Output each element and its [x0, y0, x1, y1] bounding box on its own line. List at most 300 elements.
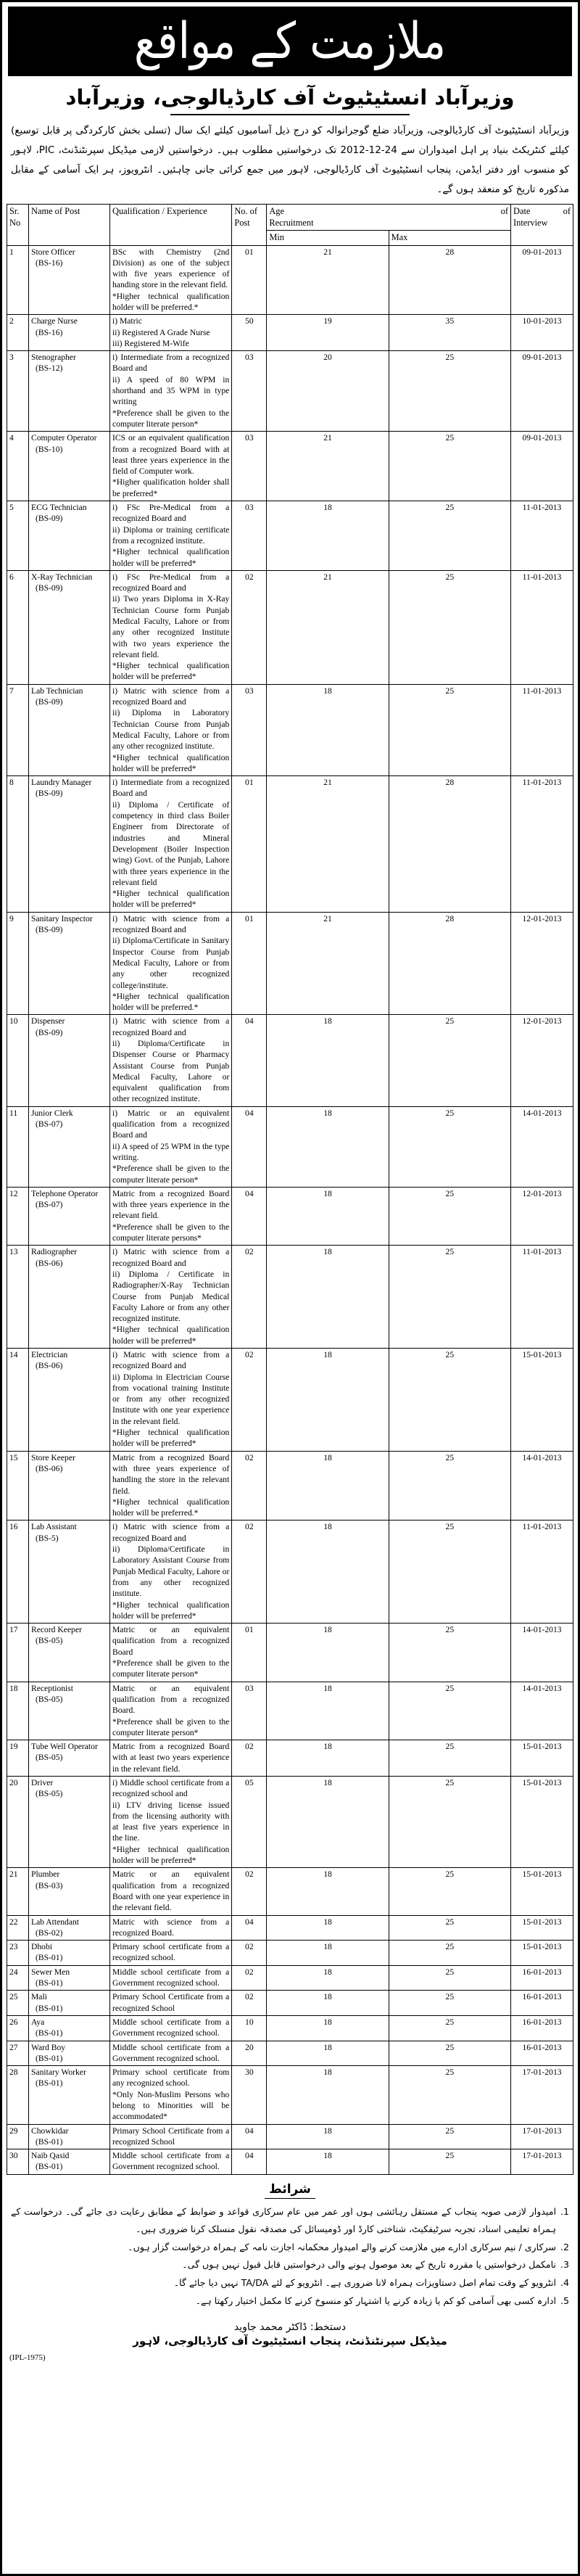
post-grade: (BS-01) — [36, 2003, 63, 2013]
cell-sr: 22 — [7, 1915, 29, 1941]
qualification-line: ii) Diploma / Certificate of competency in third class Boiler Engineer from Directorate of industries and Mineral Development (Boiler Inspection wing) Govt. of the Punjab, Lahore with three years experience in the relevant field — [112, 799, 230, 887]
cell-no-of-post: 30 — [232, 2066, 267, 2124]
post-grade: (BS-01) — [36, 2028, 63, 2038]
cell-no-of-post: 03 — [232, 432, 267, 501]
qualification-line: Matric from a recognized Board with at least two years experience in the relevant field. — [112, 1742, 230, 1774]
post-grade: (BS-07) — [36, 1200, 63, 1210]
qualification-line: i) FSc Pre-Medical from a recognized Board and — [112, 572, 230, 593]
cell-age-max: 25 — [389, 2041, 510, 2066]
terms-item — [11, 2239, 569, 2257]
post-grade: (BS-05) — [36, 1789, 63, 1799]
cell-no-of-post: 04 — [232, 2124, 267, 2149]
cell-interview-date: 14-01-2013 — [511, 1451, 573, 1521]
cell-age-min: 18 — [267, 1965, 389, 1991]
post-grade: (BS-09) — [36, 583, 63, 593]
cell-post — [29, 315, 110, 351]
qualification-line: Matric or an equivalent qualification from a recognized Board — [112, 1625, 230, 1657]
terms-item-text: نامکمل درخواستیں یا مقررہ تاریخ کے بعد موصول ہونے والی درخواستیں قابل قبول نہیں ہوں گی۔ — [182, 2259, 556, 2271]
cell-sr: 13 — [7, 1246, 29, 1349]
qualification-line: i) Matric with science from a recognized Board and — [112, 1247, 230, 1268]
cell-qualification — [110, 1776, 232, 1867]
post-grade: (BS-01) — [36, 2136, 63, 2147]
cell-age-min: 18 — [267, 2015, 389, 2041]
post-name: Aya — [31, 2017, 45, 2027]
table-row — [7, 501, 573, 571]
post-grade: (BS-09) — [36, 925, 63, 935]
qualification-line: i) Matric with science from a recognized Board and — [112, 686, 230, 707]
terms-item-text: سرکاری / نیم سرکاری ادارے میں ملازمت کرنے والے امیدوار محکمانہ اجازت نامہ کے ہمراہ درخواست گزار ہوں۔ — [128, 2241, 556, 2252]
cell-qualification — [110, 1349, 232, 1452]
cell-age-max: 25 — [389, 351, 510, 432]
column-header-min: Min — [267, 231, 389, 246]
cell-post — [29, 1776, 110, 1867]
qualification-line: i) Intermediate from a recognized Board and — [112, 353, 230, 374]
cell-interview-date: 17-01-2013 — [511, 2149, 573, 2175]
cell-age-max: 25 — [389, 1915, 510, 1941]
qualification-line: *Higher technical qualification holder will be preferred* — [112, 547, 230, 568]
cell-interview-date: 14-01-2013 — [511, 1624, 573, 1682]
cell-qualification — [110, 2041, 232, 2066]
cell-interview-date: 11-01-2013 — [511, 501, 573, 571]
cell-no-of-post: 03 — [232, 684, 267, 775]
post-grade: (BS-05) — [36, 1694, 63, 1704]
cell-sr: 29 — [7, 2124, 29, 2149]
cell-sr: 15 — [7, 1451, 29, 1521]
table-row — [7, 432, 573, 501]
table-row — [7, 1451, 573, 1521]
post-grade: (BS-03) — [36, 1880, 63, 1890]
post-name: Plumber — [31, 1869, 60, 1880]
terms-item-text: ادارہ کسی بھی آسامی کو کم یا زیادہ کرنے یا اشتہار کو منسوخ کرنے کا مکمل اختیار رکھتا ہے۔ — [195, 2295, 556, 2306]
cell-no-of-post: 02 — [232, 1941, 267, 1966]
table-row — [7, 1991, 573, 2016]
cell-age-min: 21 — [267, 245, 389, 315]
cell-no-of-post: 02 — [232, 1521, 267, 1624]
signature-name: دستخط: ڈاکٹر محمد جاوید — [233, 2321, 347, 2334]
qualification-line: Middle school certificate from a Government recognized school. — [112, 2017, 230, 2038]
post-name: Sanitary Worker — [31, 2067, 86, 2078]
cell-interview-date: 10-01-2013 — [511, 315, 573, 351]
qualification-line: iii) Registered M-Wife — [112, 338, 189, 348]
cell-age-max: 25 — [389, 1682, 510, 1740]
table-row — [7, 315, 573, 351]
cell-interview-date: 14-01-2013 — [511, 1106, 573, 1187]
cell-interview-date: 16-01-2013 — [511, 2015, 573, 2041]
post-name: Sanitary Inspector — [31, 913, 93, 923]
cell-no-of-post: 02 — [232, 570, 267, 684]
cell-sr: 21 — [7, 1868, 29, 1915]
cell-age-max: 28 — [389, 245, 510, 315]
cell-sr: 6 — [7, 570, 29, 684]
date-line1: Date — [513, 206, 531, 216]
cell-qualification — [110, 912, 232, 1015]
cell-interview-date: 17-01-2013 — [511, 2066, 573, 2124]
cell-interview-date: 09-01-2013 — [511, 245, 573, 315]
terms-heading: شرائط — [269, 2181, 311, 2197]
qualification-line: i) FSc Pre-Medical from a recognized Board and — [112, 503, 230, 524]
qualification-line: Primary school certificate from any recognized school. — [112, 2067, 230, 2089]
table-row — [7, 1915, 573, 1941]
cell-interview-date: 11-01-2013 — [511, 570, 573, 684]
cell-no-of-post: 01 — [232, 912, 267, 1015]
cell-age-min: 18 — [267, 501, 389, 571]
post-grade: (BS-01) — [36, 2078, 63, 2089]
cell-no-of-post: 01 — [232, 245, 267, 315]
qualification-line: *Higher technical qualification holder will be preferred* — [112, 1428, 230, 1449]
sr-line2: No — [9, 217, 21, 228]
cell-interview-date: 11-01-2013 — [511, 776, 573, 913]
qualification-line: ii) Two years Diploma in X-Ray Technician Course form Punjab Medical Faculty, Lahore or from any other recognized Institute with two years experience the relevant field. — [112, 594, 230, 659]
cell-qualification — [110, 1682, 232, 1740]
cell-age-min: 18 — [267, 2124, 389, 2149]
cell-sr: 7 — [7, 684, 29, 775]
table-row — [7, 1187, 573, 1245]
qualification-line: *Higher qualification holder shall be preferred* — [112, 477, 230, 498]
post-name: Dispenser — [31, 1016, 65, 1026]
cell-age-max: 35 — [389, 315, 510, 351]
table-row — [7, 2149, 573, 2175]
cell-qualification — [110, 1015, 232, 1106]
cell-interview-date: 15-01-2013 — [511, 1776, 573, 1867]
cell-qualification — [110, 1868, 232, 1915]
no-line2: Post — [234, 217, 250, 228]
qualification-line: Middle school certificate from a Government recognized school. — [112, 1967, 230, 1988]
qualification-line: i) Matric — [112, 316, 142, 326]
qualification-line: i) Middle school certificate from a recognized school and — [112, 1777, 230, 1799]
cell-no-of-post: 02 — [232, 1740, 267, 1777]
cell-sr: 1 — [7, 245, 29, 315]
cell-no-of-post: 02 — [232, 1868, 267, 1915]
cell-age-min: 18 — [267, 1740, 389, 1777]
table-row — [7, 2066, 573, 2124]
post-name: Stenographer — [31, 353, 76, 363]
cell-qualification — [110, 1187, 232, 1245]
qualification-line: Middle school certificate from a Government recognized school. — [112, 2151, 230, 2172]
cell-post — [29, 1682, 110, 1740]
cell-age-min: 18 — [267, 2066, 389, 2124]
qualification-line: *Preference shall be given to the computer literate person* — [112, 408, 230, 429]
signature-title: میڈیکل سپرنٹنڈنٹ، پنجاب انسٹیٹیوٹ آف کارڈیالوجی، لاہور — [133, 2334, 447, 2348]
cell-age-min: 21 — [267, 912, 389, 1015]
terms-item-number: 2. — [560, 2241, 569, 2252]
cell-sr: 10 — [7, 1015, 29, 1106]
cell-sr: 30 — [7, 2149, 29, 2175]
qualification-line: ii) Diploma/Certificate in Laboratory Assistant Course from Punjab Medical Faculty, Lahore or from any other recognized institute. — [112, 1544, 230, 1599]
qualification-line: *Higher technical qualification holder will be preferred* — [112, 1844, 230, 1866]
qualification-line: Matric or an equivalent qualification from a recognized Board with one year experience in the relevant field. — [112, 1869, 230, 1913]
qualification-line: *Higher technical qualification holder will be preferred* — [112, 889, 230, 910]
qualification-line: Primary school certificate from a recognized school. — [112, 1942, 230, 1963]
post-name: Mali — [31, 1992, 47, 2002]
cell-post — [29, 912, 110, 1015]
cell-age-max: 25 — [389, 432, 510, 501]
qualification-line: BSc with Chemistry (2nd Division) as one of the subject with five years experience of handing store in the relevant field. — [112, 247, 230, 290]
cell-interview-date: 15-01-2013 — [511, 1868, 573, 1915]
qualification-line: Matric with science from a recognized Board. — [112, 1917, 230, 1938]
post-grade: (BS-01) — [36, 2053, 63, 2063]
cell-age-min: 18 — [267, 1349, 389, 1452]
table-row — [7, 2015, 573, 2041]
post-grade: (BS-05) — [36, 1636, 63, 1646]
cell-age-min: 18 — [267, 1187, 389, 1245]
table-row — [7, 1868, 573, 1915]
cell-qualification — [110, 432, 232, 501]
cell-post — [29, 1015, 110, 1106]
column-header-max: Max — [389, 231, 510, 246]
terms-item-number: 3. — [560, 2259, 569, 2271]
cell-sr: 17 — [7, 1624, 29, 1682]
qualification-line: ii) A speed of 25 WPM in the type writing. — [112, 1141, 230, 1162]
post-grade: (BS-02) — [36, 1927, 63, 1938]
date-line2: Interview — [513, 217, 548, 228]
cell-qualification — [110, 1991, 232, 2016]
table-row — [7, 684, 573, 775]
post-grade: (BS-09) — [36, 789, 63, 799]
table-row — [7, 2124, 573, 2149]
terms-list — [7, 2203, 573, 2310]
qualification-line: *Higher technical qualification holder will be preferred.* — [112, 291, 230, 312]
cell-qualification — [110, 1624, 232, 1682]
cell-interview-date: 15-01-2013 — [511, 1740, 573, 1777]
jobs-table — [7, 204, 573, 2175]
cell-age-min: 21 — [267, 776, 389, 913]
post-name: Radiographer — [31, 1247, 78, 1257]
cell-age-max: 25 — [389, 1187, 510, 1245]
cell-post — [29, 1941, 110, 1966]
post-name: Telephone Operator — [31, 1188, 99, 1198]
cell-age-max: 25 — [389, 501, 510, 571]
cell-qualification — [110, 501, 232, 571]
cell-sr: 9 — [7, 912, 29, 1015]
cell-interview-date: 09-01-2013 — [511, 432, 573, 501]
sr-line1: Sr. — [9, 206, 20, 216]
cell-no-of-post: 02 — [232, 1991, 267, 2016]
post-grade: (BS-06) — [36, 1463, 63, 1473]
terms-item-text: امیدوار لازمی صوبہ پنجاب کے مستقل رہائشی ہوں اور عمر میں عام سرکاری قواعد و ضوابط کے مطابق رعایت دی جائے گی۔ درخواست کے ہمراہ تعلیمی اسناد، تجربہ سرٹیفکیٹ، شناختی کارڈ اور ڈومیسائل کی مصدقہ نقول منسلک کرنا ضروری ہیں۔ — [11, 2205, 556, 2235]
table-row — [7, 1106, 573, 1187]
post-grade: (BS-01) — [36, 2162, 63, 2172]
qualification-line: ii) LTV driving license issued from the licensing authority with at least five years experience in the line. — [112, 1800, 230, 1843]
cell-age-min: 18 — [267, 1991, 389, 2016]
terms-item-number: 4. — [560, 2276, 569, 2288]
post-name: Driver — [31, 1777, 54, 1787]
qualification-line: *Only Non-Muslim Persons who belong to Minorities will be accommodated* — [112, 2089, 230, 2122]
cell-post — [29, 1106, 110, 1187]
cell-sr: 24 — [7, 1965, 29, 1991]
post-grade: (BS-10) — [36, 444, 63, 454]
table-row — [7, 1941, 573, 1966]
cell-sr: 5 — [7, 501, 29, 571]
cell-post — [29, 2149, 110, 2175]
post-name: Tube Well Operator — [31, 1742, 98, 1752]
qualification-line: *Higher technical qualification holder will be preferred* — [112, 1600, 230, 1621]
cell-age-max: 25 — [389, 1868, 510, 1915]
post-grade: (BS-01) — [36, 1953, 63, 1963]
cell-sr: 4 — [7, 432, 29, 501]
cell-interview-date: 16-01-2013 — [511, 1991, 573, 2016]
cell-age-min: 18 — [267, 1682, 389, 1740]
cell-interview-date: 15-01-2013 — [511, 1349, 573, 1452]
cell-age-max: 25 — [389, 2149, 510, 2175]
cell-post — [29, 501, 110, 571]
cell-no-of-post: 02 — [232, 1349, 267, 1452]
column-header-no-of-post — [232, 205, 267, 246]
table-row — [7, 1740, 573, 1777]
cell-interview-date: 09-01-2013 — [511, 351, 573, 432]
qualification-line: ii) Diploma in Laboratory Technician Course from Punjab Medical Faculty, Lahore or from any other recognized institute. — [112, 708, 230, 752]
post-name: Receptionist — [31, 1683, 73, 1693]
cell-post — [29, 1740, 110, 1777]
cell-qualification — [110, 1246, 232, 1349]
cell-age-max: 25 — [389, 1521, 510, 1624]
cell-sr: 20 — [7, 1776, 29, 1867]
cell-qualification — [110, 1915, 232, 1941]
cell-qualification — [110, 2124, 232, 2149]
post-name: Lab Technician — [31, 686, 83, 696]
terms-item-text: انٹرویو کے وقت تمام اصل دستاویزات ہمراہ لانا ضروری ہے۔ انٹرویو کے لئے TA/DA نہیں دیا جائے گا۔ — [173, 2276, 556, 2288]
cell-post — [29, 2124, 110, 2149]
cell-interview-date: 11-01-2013 — [511, 684, 573, 775]
cell-age-max: 25 — [389, 1106, 510, 1187]
column-header-qualification: Qualification / Experience — [110, 205, 232, 246]
cell-post — [29, 2041, 110, 2066]
post-name: Naib Qasid — [31, 2151, 70, 2161]
terms-item — [11, 2274, 569, 2292]
cell-age-max: 25 — [389, 1624, 510, 1682]
qualification-line: *Preference shall be given to the computer literate person* — [112, 1164, 230, 1185]
cell-sr: 28 — [7, 2066, 29, 2124]
cell-age-min: 21 — [267, 432, 389, 501]
post-name: Store Keeper — [31, 1452, 75, 1462]
table-row — [7, 351, 573, 432]
qualification-line: Primary School Certificate from a recognized School — [112, 2126, 230, 2147]
cell-interview-date: 14-01-2013 — [511, 1682, 573, 1740]
table-row — [7, 1682, 573, 1740]
cell-interview-date: 11-01-2013 — [511, 1521, 573, 1624]
post-name: Lab Attendant — [31, 1917, 80, 1927]
cell-post — [29, 1521, 110, 1624]
cell-qualification — [110, 1106, 232, 1187]
cell-age-max: 25 — [389, 1015, 510, 1106]
cell-post — [29, 1868, 110, 1915]
post-name: Sewer Men — [31, 1967, 70, 1977]
column-header-age — [267, 205, 511, 231]
cell-age-min: 18 — [267, 684, 389, 775]
cell-no-of-post: 02 — [232, 1451, 267, 1521]
column-header-post: Name of Post — [29, 205, 110, 246]
cell-age-max: 28 — [389, 912, 510, 1015]
date-of: of — [563, 206, 571, 216]
post-name: Chowkidar — [31, 2126, 69, 2136]
cell-age-max: 25 — [389, 1991, 510, 2016]
terms-heading-divider — [265, 2198, 315, 2199]
post-name: X-Ray Technician — [31, 572, 93, 582]
table-row — [7, 1521, 573, 1624]
qualification-line: ii) Diploma in Electrician Course from vocational training Institute or from any other recognized Institute with one year experience in the relevant field. — [112, 1372, 230, 1426]
cell-post — [29, 1349, 110, 1452]
cell-no-of-post: 04 — [232, 1915, 267, 1941]
cell-post — [29, 1965, 110, 1991]
cell-interview-date: 15-01-2013 — [511, 1915, 573, 1941]
table-row — [7, 2041, 573, 2066]
cell-age-min: 18 — [267, 1776, 389, 1867]
table-row — [7, 1776, 573, 1867]
qualification-line: i) Intermediate from a recognized Board and — [112, 778, 230, 799]
cell-post — [29, 245, 110, 315]
qualification-line: *Preference shall be given to the computer literate persons* — [112, 1222, 230, 1243]
ipl-reference: (IPL-1975) — [9, 2353, 46, 2363]
qualification-line: ICS or an equivalent qualification from a recognized Board with at least three years experience in the field of Computer work. — [112, 433, 230, 477]
cell-post — [29, 432, 110, 501]
cell-qualification — [110, 2015, 232, 2041]
cell-no-of-post: 02 — [232, 1246, 267, 1349]
cell-qualification — [110, 245, 232, 315]
cell-age-max: 25 — [389, 2124, 510, 2149]
post-name: Dhobi — [31, 1942, 52, 1952]
qualification-line: *Higher technical qualification holder will be preferred* — [112, 661, 230, 682]
cell-qualification — [110, 2149, 232, 2175]
post-grade: (BS-07) — [36, 1119, 63, 1129]
signature-block — [7, 2310, 573, 2350]
cell-qualification — [110, 684, 232, 775]
table-row — [7, 1624, 573, 1682]
cell-sr: 8 — [7, 776, 29, 913]
qualification-line: ii) A speed of 80 WPM in shorthand and 35 WPM in type writing — [112, 374, 230, 407]
cell-age-max: 25 — [389, 1740, 510, 1777]
cell-sr: 18 — [7, 1682, 29, 1740]
cell-no-of-post: 10 — [232, 2015, 267, 2041]
cell-qualification — [110, 1965, 232, 1991]
cell-qualification — [110, 2066, 232, 2124]
terms-item-number: 1. — [560, 2205, 569, 2217]
post-name: ECG Technician — [31, 503, 87, 513]
terms-item — [11, 2203, 569, 2239]
cell-post — [29, 1246, 110, 1349]
cell-age-min: 18 — [267, 1868, 389, 1915]
post-grade: (BS-16) — [36, 258, 63, 268]
column-header-sr — [7, 205, 29, 246]
cell-sr: 11 — [7, 1106, 29, 1187]
cell-sr: 25 — [7, 1991, 29, 2016]
table-row — [7, 1965, 573, 1991]
post-grade: (BS-06) — [36, 1361, 63, 1371]
table-row — [7, 1349, 573, 1452]
cell-no-of-post: 50 — [232, 315, 267, 351]
cell-post — [29, 351, 110, 432]
banner — [8, 7, 572, 76]
qualification-line: ii) Diploma / Certificate in Radiographer/X-Ray Technician Course from Punjab Medical Faculty Lahore or from any other recognized institute. — [112, 1269, 230, 1324]
post-name: Electrician — [31, 1350, 68, 1359]
cell-sr: 2 — [7, 315, 29, 351]
post-grade: (BS-09) — [36, 514, 63, 524]
cell-post — [29, 1915, 110, 1941]
cell-age-max: 25 — [389, 684, 510, 775]
cell-age-max: 25 — [389, 1246, 510, 1349]
age-of: of — [500, 206, 508, 216]
cell-age-max: 25 — [389, 1965, 510, 1991]
cell-post — [29, 2066, 110, 2124]
table-row — [7, 776, 573, 913]
cell-interview-date: 16-01-2013 — [511, 2041, 573, 2066]
qualification-line: Middle school certificate from a Government recognized school. — [112, 2042, 230, 2063]
cell-age-min: 18 — [267, 1015, 389, 1106]
post-name: Computer Operator — [31, 433, 97, 443]
post-grade: (BS-05) — [36, 1753, 63, 1763]
table-row — [7, 1015, 573, 1106]
qualification-line: *Higher technical qualification holder will be preferred* — [112, 1325, 230, 1346]
post-grade: (BS-5) — [36, 1533, 59, 1543]
cell-sr: 26 — [7, 2015, 29, 2041]
